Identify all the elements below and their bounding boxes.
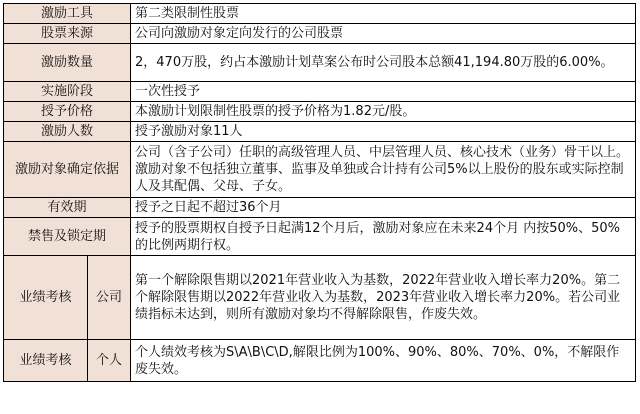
row-label: 激励对象确定依据 — [4, 142, 131, 198]
row-sublabel: 个人 — [88, 340, 131, 382]
row-label: 有效期 — [4, 198, 131, 218]
row-label: 激励人数 — [4, 122, 131, 142]
row-value: 授予的股票期权自授予日起满12个月后，激励对象应在未来24个月 内按50%、50%的比例两期行权。 — [131, 218, 636, 256]
row-value: 公司（含子公司）任职的高级管理人员、中层管理人员、核心技术（业务）骨干以上。激励对象不包括独立董事、监事及单独或合计持有公司5%以上股份的股东或实际控制人及其配偶、父母、子女。 — [131, 142, 636, 198]
table-row — [4, 44, 636, 82]
row-label: 激励工具 — [4, 4, 131, 24]
row-sublabel: 公司 — [88, 256, 131, 340]
row-value: 个人绩效考核为S\A\B\C\D,解限比例为100%、90%、80%、70%、0%，不解限作废失效。 — [131, 340, 636, 382]
row-label: 业绩考核 — [4, 256, 88, 340]
table-row — [4, 24, 636, 44]
row-value: 第二类限制性股票 — [131, 4, 636, 24]
row-label: 激励数量 — [4, 44, 131, 82]
table-row — [4, 142, 636, 198]
row-label: 股票来源 — [4, 24, 131, 44]
table-row — [4, 82, 636, 102]
table-row — [4, 256, 636, 340]
row-label: 授予价格 — [4, 102, 131, 122]
table-row — [4, 122, 636, 142]
row-value: 2，470万股，约占本激励计划草案公布时公司股本总额41,194.80万股的6.00%。 — [131, 44, 636, 82]
table-row — [4, 102, 636, 122]
table-row — [4, 340, 636, 382]
table-row — [4, 198, 636, 218]
table-row — [4, 218, 636, 256]
row-value: 本激励计划限制性股票的授予价格为1.82元/股。 — [131, 102, 636, 122]
row-value: 授予激励对象11人 — [131, 122, 636, 142]
row-value: 公司向激励对象定向发行的公司股票 — [131, 24, 636, 44]
row-label: 禁售及锁定期 — [4, 218, 131, 256]
incentive-plan-table — [3, 3, 636, 382]
row-label: 业绩考核 — [4, 340, 88, 382]
row-value: 一次性授予 — [131, 82, 636, 102]
table-row — [4, 4, 636, 24]
row-label: 实施阶段 — [4, 82, 131, 102]
row-value: 第一个解除限售期以2021年营业收入为基数，2022年营业收入增长率力20%。第二个解除限售期以2022年营业收入为基数，2023年营业收入增长率力20%。若公司业绩指标未达到，则所有激励对象均不得解除限售，作废失效。 — [131, 256, 636, 340]
row-value: 授予之日起不超过36个月 — [131, 198, 636, 218]
